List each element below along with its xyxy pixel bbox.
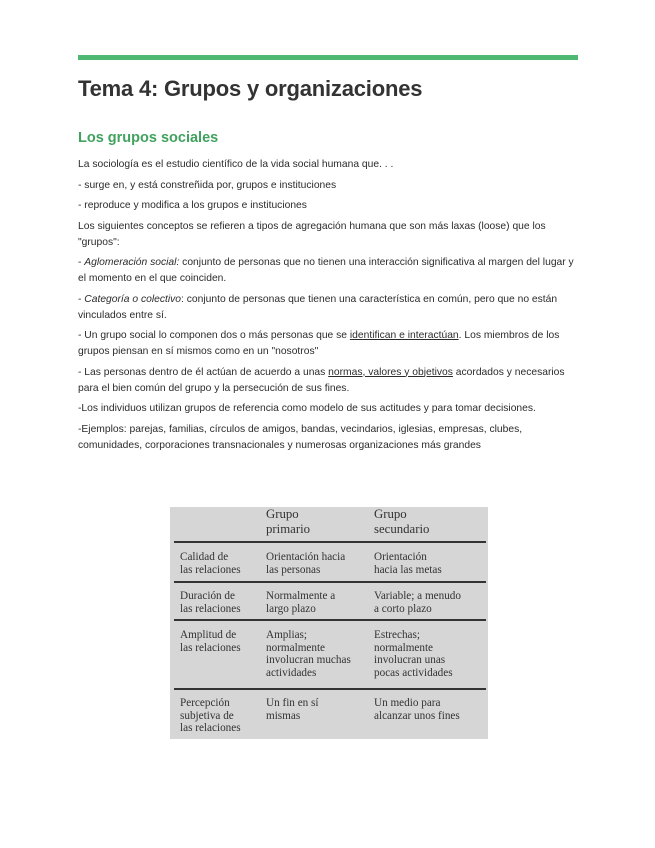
text-span: : conjunto de personas que tienen una característica en común, pero que no están vinculados entre sí. <box>78 293 558 321</box>
cell-text: las relaciones <box>180 641 241 654</box>
paragraph: Los siguientes conceptos se refieren a tipos de agregación humana que son más laxas (loose) que los "grupos": <box>78 220 546 248</box>
header-text: secundario <box>374 522 430 536</box>
table-cell-primario <box>266 551 345 576</box>
cell-text: las relaciones <box>180 722 241 735</box>
cell-text: alcanzar unos fines <box>374 709 460 722</box>
cell-text: Un medio para <box>374 697 441 709</box>
paragraph-categoria <box>78 292 578 324</box>
text-span: - Un grupo social lo componen dos o más personas que se <box>78 330 350 341</box>
table-cell-primario <box>266 697 319 722</box>
cell-text: Normalmente a <box>266 590 336 602</box>
table-row-label <box>180 551 241 576</box>
table-cell-secundario <box>374 697 460 722</box>
cell-text: Percepción <box>180 697 230 709</box>
table-divider <box>174 541 486 543</box>
paragraph: - surge en, y está constreñida por, grupos e instituciones <box>78 179 337 191</box>
cell-text: hacia las metas <box>374 563 442 576</box>
table-cell-primario <box>266 629 351 679</box>
cell-text: actividades <box>266 666 317 679</box>
header-text: primario <box>266 522 311 536</box>
table-divider <box>174 619 486 621</box>
table-row-label <box>180 697 241 735</box>
paragraph-normas <box>78 365 578 397</box>
term-aglomeracion: Aglomeración social: <box>84 257 180 268</box>
cell-text: normalmente <box>374 641 434 654</box>
cell-text: subjetiva de <box>180 709 234 722</box>
cell-text: mismas <box>266 709 301 722</box>
cell-text: Amplias; <box>266 629 308 641</box>
underlined-phrase: normas, valores y objetivos <box>328 366 453 378</box>
cell-text: Un fin en sí <box>266 697 319 709</box>
header-secundario <box>374 507 429 537</box>
cell-text: pocas actividades <box>374 666 453 679</box>
cell-text: Amplitud de <box>180 629 237 641</box>
cell-text: largo plazo <box>266 602 316 615</box>
paragraph: - reproduce y modifica a los grupos e instituciones <box>78 200 307 211</box>
paragraph-aglomeracion <box>78 255 578 287</box>
comparison-table <box>170 507 488 739</box>
cell-text: Duración de <box>180 590 235 602</box>
table-divider <box>174 688 486 690</box>
table-cell-primario <box>266 590 335 615</box>
table-row-label <box>180 590 241 615</box>
body-text <box>78 157 578 458</box>
cell-text: las relaciones <box>180 602 241 615</box>
cell-text: normalmente <box>266 641 326 654</box>
cell-text: Orientación hacia <box>266 551 346 563</box>
table-cell-secundario <box>374 590 461 615</box>
cell-text: Calidad de <box>180 551 229 563</box>
table-divider <box>174 581 486 583</box>
cell-text: Estrechas; <box>374 629 420 641</box>
cell-text: Variable; a menudo <box>374 590 461 602</box>
paragraph: -Los individuos utilizan grupos de referencia como modelo de sus actitudes y para tomar decisiones. <box>78 403 536 414</box>
paragraph: La sociología es el estudio científico de la vida social humana que. . . <box>78 159 394 170</box>
cell-text: las personas <box>266 563 321 576</box>
text-span: - Las personas dentro de él actúan de acuerdo a unas <box>78 366 329 378</box>
header-text: Grupo <box>266 507 299 521</box>
paragraph: -Ejemplos: parejas, familias, círculos de amigos, bandas, vecindarios, iglesias, empresas, clubes, comunidades, corporaciones transnacionales y numerosas organizaciones más grandes <box>78 423 523 451</box>
header-text: Grupo <box>374 507 407 521</box>
table-cell-secundario <box>374 551 442 576</box>
paragraph-grupo-social <box>78 328 578 360</box>
section-title: Los grupos sociales <box>78 130 219 146</box>
text-span: - <box>78 293 85 305</box>
table-cell-secundario <box>374 629 453 679</box>
table-row-label <box>180 629 241 654</box>
text-span: conjunto de personas que no tienen una interacción significativa al margen del lugar y el momento en el que coinciden. <box>78 257 574 284</box>
header-primario <box>266 507 310 537</box>
page-title: Tema 4: Grupos y organizaciones <box>78 76 423 101</box>
cell-text: involucran muchas <box>266 654 351 667</box>
cell-text: involucran unas <box>374 654 446 667</box>
text-span: . Los miembros de los grupos piensan en sí mismos como en un "nosotros" <box>78 330 560 357</box>
text-span: - <box>78 257 85 268</box>
header-rule <box>78 55 578 60</box>
cell-text: las relaciones <box>180 563 241 576</box>
cell-text: a corto plazo <box>374 602 432 615</box>
text-span: acordados y necesarios para el bien común del grupo y la persecución de sus fines. <box>78 366 565 394</box>
cell-text: Orientación <box>374 551 427 563</box>
underlined-phrase: identifican e interactúan <box>349 330 459 341</box>
term-categoria: Categoría o colectivo <box>84 293 182 305</box>
